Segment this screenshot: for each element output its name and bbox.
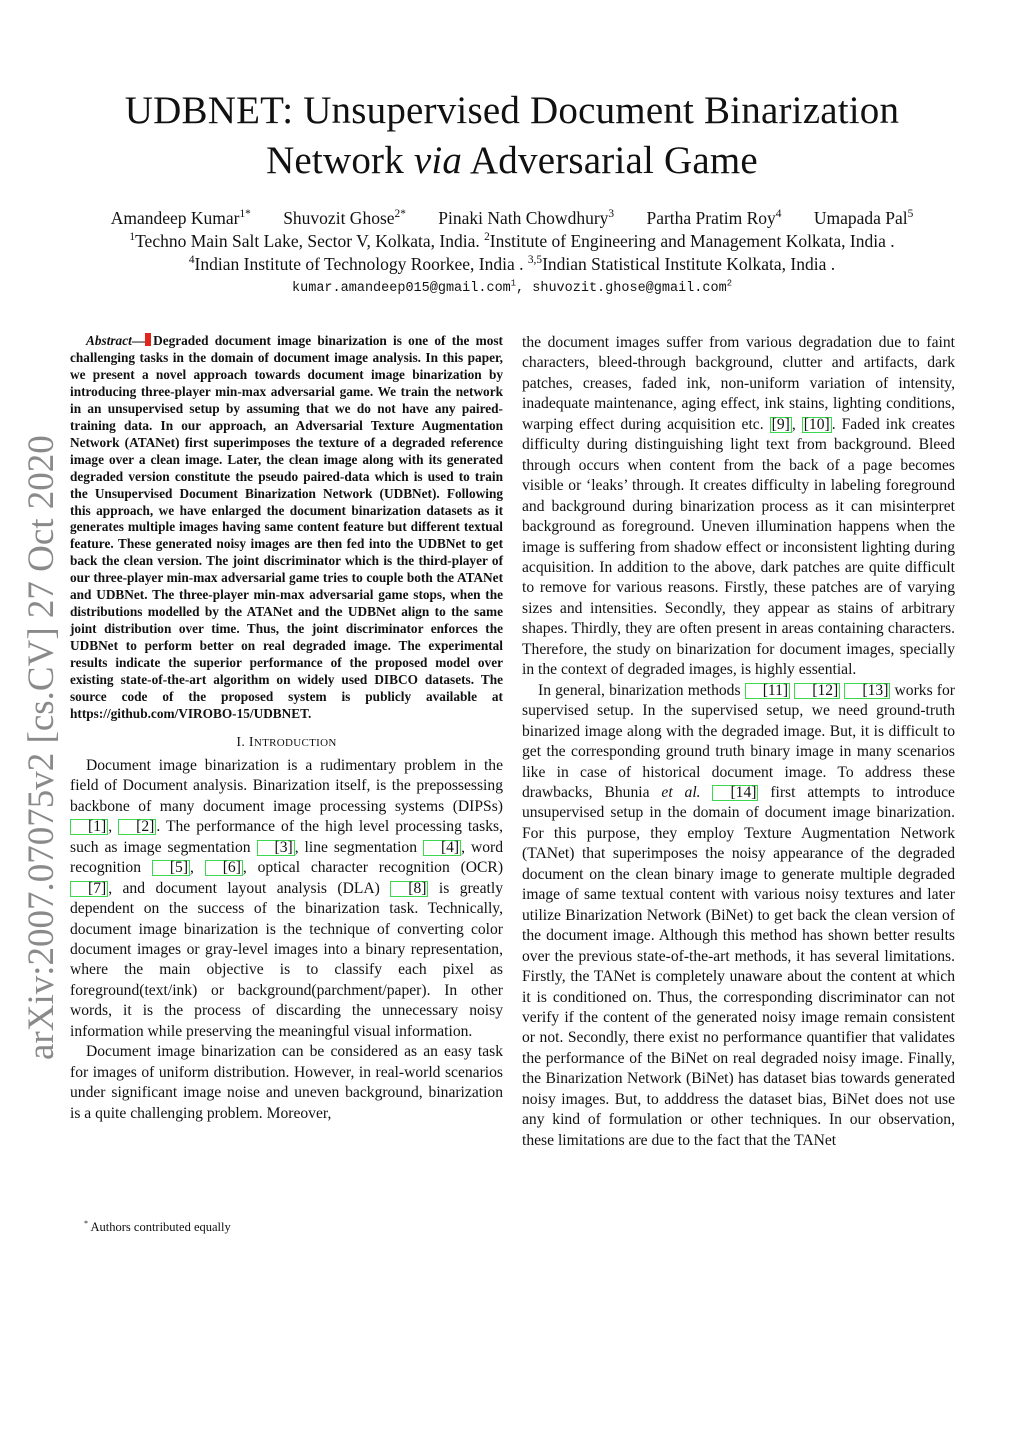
abstract [70, 333, 503, 723]
citation-link[interactable]: [11] [745, 683, 790, 699]
text-run: first attempts to introduce unsupervised setup in the domain of document image binarization. For this purpose, they employ Texture Augmentation Network (TANet) that superimposes the noisy appearance of the degraded document on the clean binary image to generate multiple degraded image of same textual content with various noisy textures and later utilize Binarization Network (BiNet) to get back the clean version of the document image. Although this method has shown better results over the previous state-of-the-art methods, it has several limitations. Firstly, the TANet is completely unaware about the content at which it is conditioned on. Thus, the corresponding discriminator can not verify if the content of the generated noisy image remain consistent or not. Secondly, there exist no performance quantifier that validates the performance of the BiNet on real degraded noisy image. Finally, the Binarization Network (BiNet) has dataset bias towards generated noisy images. But, to adddress the dataset bias, BiNet does not use any kind of formulation or other techniques. In our observation, these limitations are due to the fact that the TANet [522, 783, 955, 1149]
author-name: Partha Pratim Roy [646, 208, 776, 228]
affil-text: Techno Main Salt Lake, Sector V, Kolkata, India. [135, 231, 485, 251]
text-run: the document images suffer from various degradation due to faint characters, bleed-through background, clutter and artifacts, dark patches, creases, faded ink, non-uniform variation of intensity, inadequate maintenance, aging effect, ink stains, lighting conditions, warping effect during acquisition etc. [522, 334, 955, 433]
email-1[interactable]: kumar.amandeep015@gmail.com [292, 281, 511, 296]
affil-sup: 2 [484, 231, 490, 244]
title-line-2 [266, 139, 758, 182]
author [438, 208, 614, 228]
author-sup: 4 [775, 208, 782, 221]
citation-link[interactable]: [7] [70, 881, 108, 897]
text-run: , optical character recognition (OCR) [242, 859, 504, 877]
author-sup: 3 [608, 208, 615, 221]
paper-title [0, 86, 1024, 186]
title-via: via [413, 139, 463, 182]
author [111, 208, 251, 228]
affil-sup: 3,5 [527, 254, 543, 267]
affil-text: Indian Statistical Institute Kolkata, India . [542, 254, 836, 274]
citation-link[interactable]: [6] [205, 860, 243, 876]
citation-link[interactable]: [4] [423, 840, 461, 856]
intro-paragraph-3 [522, 333, 955, 681]
footnote-mark: * [84, 1218, 89, 1228]
author-name: Shuvozit Ghose [283, 208, 395, 228]
title-line-2-pre: Network [266, 139, 414, 182]
author-sup: 5 [907, 208, 914, 221]
email-line [0, 278, 1024, 296]
text-run: is greatly dependent on the success of the binarization task. Technically, document image binarization is the technique of converting color document images or gray-level images into a binary representation, where the main objective is to classify each pixel as foreground(text/ink) or background(parchment/paper). In other words, it is the process of discarding the unnecessary noisy information while preserving the meaningful visual information. [70, 879, 503, 1040]
citation-link[interactable]: [5] [152, 860, 190, 876]
text-run: , and document layout analysis (DLA) [108, 879, 391, 897]
text-run: Document image binarization is a rudimentary problem in the field of Document analysis. Binarization itself, is the prepossessing backbone of many document image processing systems (DIPSs) [70, 756, 503, 815]
author [646, 208, 781, 228]
et-al: et al. [661, 783, 701, 801]
citation-link[interactable]: [9] [771, 415, 790, 433]
arxiv-stamp: arXiv:2007.07075v2 [cs.CV] 27 Oct 2020 [21, 435, 62, 1060]
section-heading-introduction [70, 733, 503, 753]
text-run: works for supervised setup. In the supervised setup, we need ground-truth binarized image along with the degraded image. But, it is difficult to get the corresponding ground truth binary image in many scenarios like in case of historical document image. To address these drawbacks, Bhunia [522, 681, 955, 801]
author [283, 208, 406, 228]
footnote-text: Authors contributed equally [88, 1220, 231, 1234]
citation-link[interactable]: [14] [712, 785, 758, 801]
author-name: Pinaki Nath Chowdhury [438, 208, 609, 228]
footnote [84, 1220, 231, 1235]
author-sup: 2* [394, 208, 406, 221]
citation-link[interactable]: [13] [844, 683, 890, 699]
text-run: In general, binarization methods [538, 681, 745, 699]
section-title-rest: NTRODUCTION [253, 736, 337, 749]
title-line-1: UDBNET: Unsupervised Document Binarization [124, 89, 900, 132]
abstract-dash: — [131, 333, 146, 348]
text-run [701, 784, 713, 801]
affil-text: Indian Institute of Technology Roorkee, India . [194, 254, 528, 274]
author-sup: 1* [239, 208, 251, 221]
affil-sup: 1 [129, 231, 136, 244]
abstract-lead: Abstract [86, 333, 132, 348]
intro-paragraph-1 [70, 756, 503, 1042]
abstract-text: Degraded document image binarization is one of the most challenging tasks in the domain of document image analysis. In this paper, we present a novel approach towards document image binarization by introducing three-player min-max adversarial game. We train the network in an unsupervised setup by assuming that we do not have any paired-training data. In our approach, an Adversarial Texture Augmentation Network (ATANet) first superimposes the texture of a degraded reference image over a clean image. Later, the clean image along with its generated degraded version constitute the pseudo paired-data which is used to train the Unsupervised Document Binarization Network (UDBNet). Following this approach, we have enlarged the document binarization datasets as it generates multiple images having same content feature but different textual feature. These generated noisy images are then fed into the UDBNet to get back the clean version. The joint discriminator which is the third-player of our three-player min-max adversarial game tries to couple both the ATANet and UDBNet. The three-player min-max adversarial game stops, when the distributions modelled by the ATANet and the UDBNet align to the same joint distribution over time. Thus, the joint discriminator enforces the UDBNet to perform better on real degraded image. The experimental results indicate the superior performance of the proposed model over existing state-of-the-art algorithm on widely used DIBCO datasets. The source code of the proposed system is publicly available at https://github.com/VIROBO-15/UDBNET. [70, 333, 503, 721]
intro-paragraph-2: Document image binarization can be considered as an easy task for images of uniform distribution. However, in real-world scenarios under significant image noise and uneven background, binarization is a quite challenging problem. Moreover, [70, 1043, 503, 1122]
author [814, 208, 913, 228]
email-separator: , [516, 281, 533, 296]
citation-link[interactable]: [10] [803, 415, 830, 433]
intro-paragraph-4 [522, 681, 955, 1151]
section-numeral: I. [236, 734, 249, 750]
text-run: . The performance of the high level processing tasks, such as image segmentation [70, 818, 504, 856]
author-list [0, 208, 1024, 229]
left-column [70, 333, 503, 1124]
title-line-2-post: Adversarial Game [462, 139, 758, 182]
text-run: , [108, 818, 119, 836]
affil-sup: 4 [188, 254, 195, 267]
text-run: , [791, 415, 802, 433]
text-run: , line segmentation [294, 838, 423, 856]
affiliation-line-1 [0, 231, 1024, 252]
author-name: Umapada Pal [813, 208, 908, 228]
author-name: Amandeep Kumar [110, 208, 240, 228]
affiliation-line-2 [0, 254, 1024, 275]
email-sup: 2 [726, 278, 732, 289]
text-run: , [190, 859, 205, 877]
section-initial: I [248, 734, 254, 750]
citation-link[interactable]: [12] [794, 683, 840, 699]
citation-link[interactable]: [2] [118, 819, 156, 835]
affil-text: Institute of Engineering and Management Kolkata, India . [489, 231, 895, 251]
text-run: . Faded ink creates difficulty during distinguishing light text from background. Bleed through occurs when content from the back of a page becomes visible or ‘leaks’ through. It creates difficulty in labeling foreground and background during binarization process as it can misinterpret background as foreground. Uneven illumination happens when the image is suffering from shadow effect or inconsistent lighting during acquisition. In addition to the above, dark patches are quite difficult to remove for various reasons. Firstly, these patches are of varying sizes and intensities. Secondly, they appear as stains of arbitrary shapes. Thirdly, they are often present in areas containing characters. Therefore, the study on binarization for document images, specially in the context of degraded images, is highly essential. [522, 415, 955, 679]
email-2[interactable]: shuvozit.ghose@gmail.com [532, 281, 727, 296]
text-run: , word recognition [70, 838, 503, 877]
citation-link[interactable]: [1] [70, 819, 108, 835]
right-column [522, 333, 955, 1151]
bookmark-marker-icon [145, 333, 151, 346]
email-sup: 1 [510, 278, 517, 289]
citation-link[interactable]: [8] [390, 881, 428, 897]
citation-link[interactable]: [3] [257, 840, 295, 856]
